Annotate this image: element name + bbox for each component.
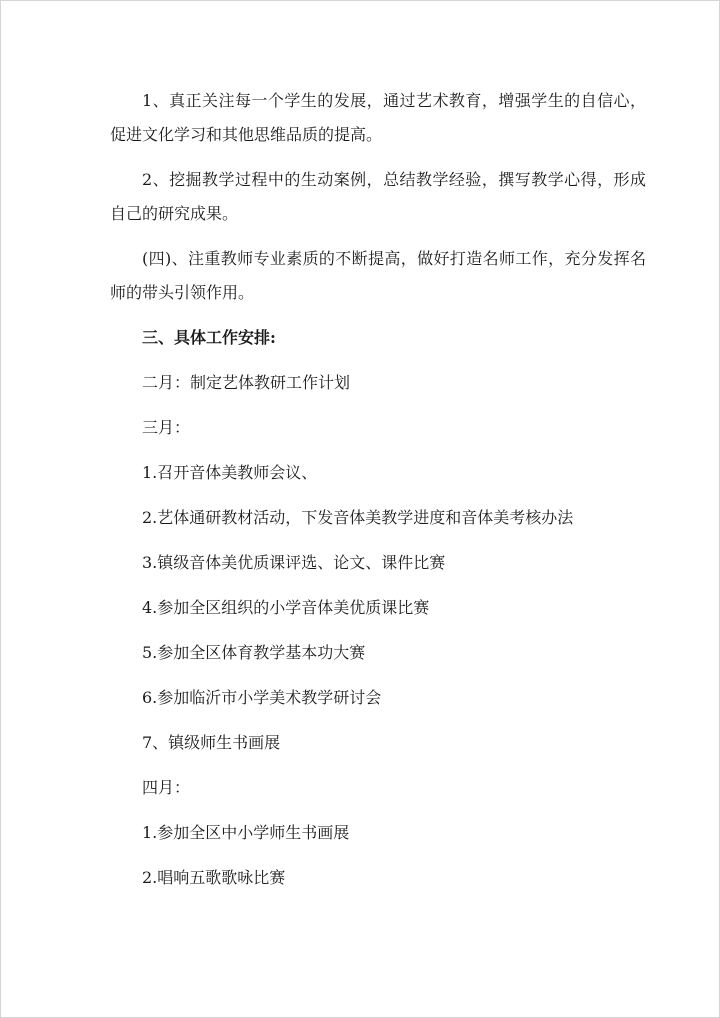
april-item-2: 2.唱响五歌歌咏比赛 [142, 868, 286, 887]
march-item-7: 7、镇级师生书画展 [142, 733, 281, 752]
march-item-3: 3.镇级音体美优质课评选、论文、课件比赛 [142, 553, 446, 572]
march-item-5: 5.参加全区体育教学基本功大赛 [142, 643, 366, 662]
march-item-2: 2.艺体通研教材活动，下发音体美教学进度和音体美考核办法 [142, 508, 574, 527]
march-item-4: 4.参加全区组织的小学音体美优质课比赛 [142, 598, 430, 617]
paragraph-1: 1、真正关注每一个学生的发展，通过艺术教育，增强学生的自信心，促进文化学习和其他思维品质的提高。 [110, 91, 646, 144]
february-plan: 二月：制定艺体教研工作计划 [142, 373, 351, 392]
document-body [110, 84, 646, 895]
section-heading: 三、具体工作安排: [142, 328, 276, 347]
paragraph-2: 2、挖掘教学过程中的生动案例，总结教学经验，撰写教学心得，形成自己的研究成果。 [110, 170, 646, 223]
paragraph-3: (四)、注重教师专业素质的不断提高，做好打造名师工作，充分发挥名师的带头引领作用。 [110, 249, 646, 302]
march-item-1: 1.召开音体美教师会议、 [142, 463, 318, 482]
march-heading: 三月： [142, 418, 191, 437]
march-item-6: 6.参加临沂市小学美术教学研讨会 [142, 688, 382, 707]
april-item-1: 1.参加全区中小学师生书画展 [142, 823, 350, 842]
april-heading: 四月： [142, 778, 191, 797]
